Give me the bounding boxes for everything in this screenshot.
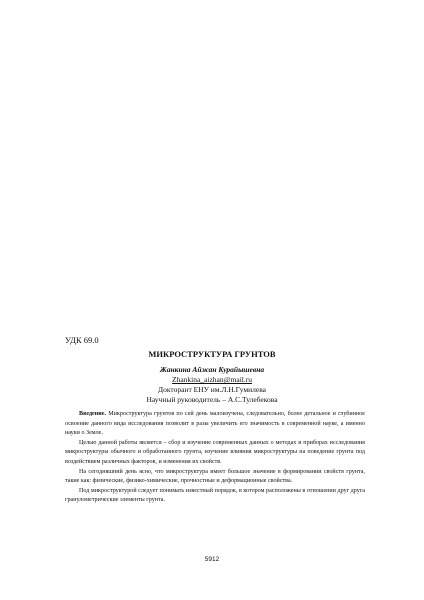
- article-title: МИКРОСТРУКТУРА ГРУНТОВ: [148, 349, 276, 359]
- author-affiliation: Докторант ЕНУ им.Л.Н.Гумилева: [158, 385, 266, 394]
- author-email[interactable]: Zhankina_aizhan@mail.ru: [171, 375, 252, 384]
- udk-code: УДК 69.0: [65, 335, 99, 345]
- introduction-lead: Введение.: [79, 411, 107, 417]
- introduction-text: Микроструктура грунтов по сей день малоизучена, следовательно, более детальное и глубинное освоение данного вида исследования позволит в разы увеличить его значимость в современной науке, а именно науки о Земле.: [65, 411, 365, 437]
- author-name: Жанкина Айжан Курайышевна: [159, 365, 265, 374]
- paragraph-introduction: [65, 410, 365, 439]
- paragraph-importance: На сегодняшний день ясно, что микроструктура имеет большое значение в формировании свойств грунта, такие как: физические, физико-химические, прочностные и деформационные свойства.: [65, 468, 365, 485]
- page-number: 5912: [204, 556, 220, 563]
- article-body: [65, 410, 365, 506]
- paragraph-goal: Целью данной работы является – сбор и изучение современных данных о методах и приборах исследования микроструктуры обычного и обработанного грунта, изучение влияния микроструктуры на поведение грунта под воздействием различных факторов, и изменения их свойств.: [65, 439, 365, 465]
- paragraph-definition: Под микроструктурой следует понимать известный порядок, в котором расположены в отношении друг друга гранулометрические элементы грунта.: [65, 487, 365, 504]
- scientific-advisor: Научный руководитель – А.С.Тулебекова: [146, 395, 278, 404]
